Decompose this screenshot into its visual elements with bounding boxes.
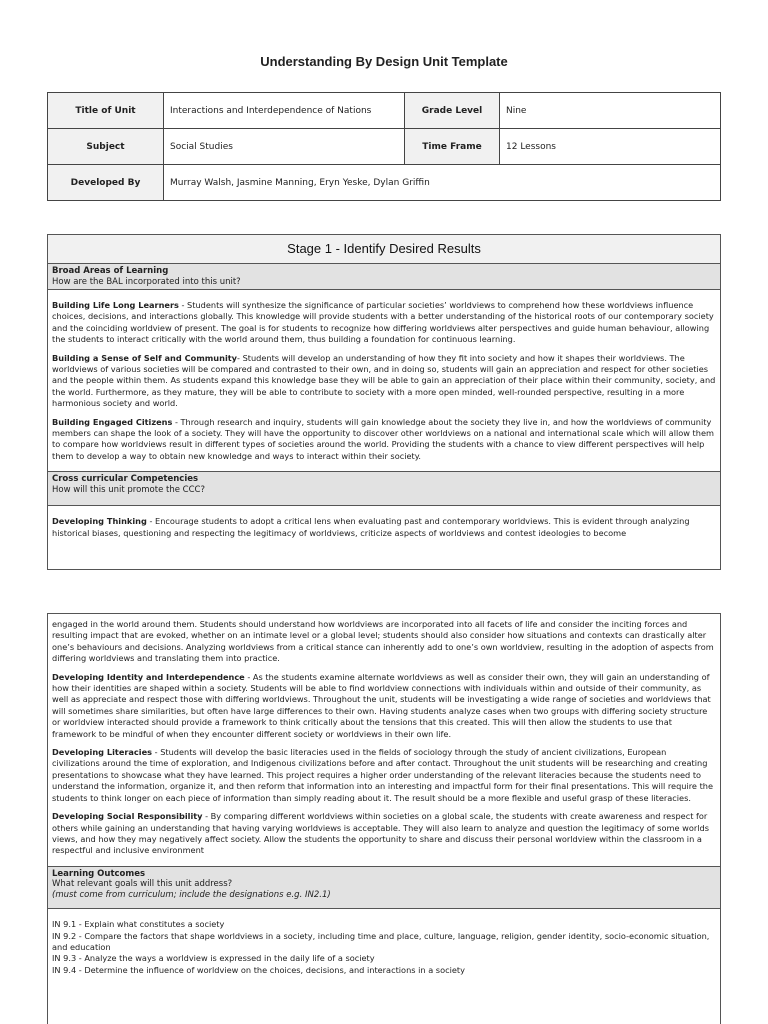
stage1-box-page1 — [47, 234, 721, 570]
stage1-box-page2 — [47, 613, 721, 1024]
ccc-section-header — [48, 472, 720, 506]
ccc-item — [52, 516, 716, 539]
bal-item — [52, 417, 716, 463]
bal-item-title: Building Life Long Learners — [52, 300, 179, 310]
ccc-question: How will this unit promote the CCC? — [52, 484, 205, 495]
bal-section-header — [48, 264, 720, 290]
outcomes-note: (must come from curriculum; include the designations e.g. IN2.1) — [52, 889, 331, 900]
bal-question: How are the BAL incorporated into this unit? — [52, 276, 241, 287]
bal-item-text: - Through research and inquiry, students will gain knowledge about the society they live in, and how the worldviews of community members can shape the look of a society. They will have the opportunity to discover other worldviews on a national and international scale which will allow them to compare how worldviews result in different types of societies around the world. Providing the students with a chance to view different perspectives will help them to develop a way to obtain new knowledge and ways to interact within their society. — [52, 416, 714, 461]
ccc-item-text: - As the students examine alternate worldviews as well as consider their own, they will gain an understanding of how their identities are shaped within a society. Students will be able to find worldview connections with individuals within and outside of their community, as well as appreciate and respect those with differing worldviews. Throughout the unit, students will be investigating a wide range of societies and worldviews that will sometimes share similarities, but often have large differences to their own. Having students analyze cases when two groups with differing society structure or worldview interacted should provide a framework to think critically about the tensions that this created. This will then allow the students to use that framework to be mindful of when they encounter different society or worldviews in their own life. — [52, 671, 711, 739]
outcomes-content — [48, 909, 720, 978]
ccc-item-title: Developing Identity and Interdependence — [52, 671, 245, 682]
outcome-item: IN 9.4 - Determine the influence of worldview on the choices, decisions, and interactions in a society — [52, 964, 465, 975]
subject-label: Subject — [48, 129, 164, 165]
ccc-item-text: - Students will develop the basic literacies used in the fields of sociology through the study of ancient civilizations, European civilizations around the time of exploration, and Indigenous civilizations before and after contact. Throughout the unit students will be researching and creating presentations to showcase what they have learned. This project requires a higher order understanding of the relevant literacies because the students need to understand the information, organize it, and then reform that information into an interesting and impactful form for their final presentations. This will require the students to think longer on each piece of information than simply reading about it. The result should be a more flexible and useful grasp of these literacies. — [52, 747, 714, 803]
ccc-item — [52, 811, 716, 857]
ccc-item-title: Developing Thinking — [52, 516, 147, 527]
outcomes-heading: Learning Outcomes — [52, 868, 146, 879]
bal-item-text: - Students will develop an understanding of how they fit into society and how it shapes their worldviews. The worldviews of various societies will be compared and contrasted to their own, and in doing so, students will gain an appreciation and respect for other societies and the people within them. As students expand this knowledge base they will be able to gain an appreciation of their place within their community, society, and the world. Furthermore, as they mature, they will be able to contribute to society with a more open minded, well-rounded perspective, resulting in a more harmonious society and world. — [52, 352, 716, 409]
document-title: Understanding By Design Unit Template — [260, 54, 508, 69]
ccc-item — [52, 672, 716, 740]
bal-item — [52, 300, 716, 346]
ccc-heading: Cross curricular Competencies — [52, 474, 199, 485]
developed-by-value: Murray Walsh, Jasmine Manning, Eryn Yeske, Dylan Griffin — [164, 165, 721, 201]
outcome-item: IN 9.2 - Compare the factors that shape worldviews in a society, including time and place, culture, language, religion, gender identity, socio-economic situation, and education — [52, 930, 710, 953]
time-frame-value: 12 Lessons — [500, 129, 721, 165]
bal-item — [52, 353, 716, 410]
ccc-item-title: Developing Social Responsibility — [52, 811, 203, 822]
table-row — [48, 93, 721, 129]
ccc-continued-text: engaged in the world around them. Students should understand how worldviews are incorporated into all facets of life and consider the inciting forces and resulting impact that are evoked, whether on an intimate level or a global level; students should also consider how situations and contexts can drastically alter one’s behaviours and decisions. Analyzing worldviews from a critical stance can inherently add to one’s own worldview, resulting in the adoption of aspects from differing worldviews and translating them into practice. — [52, 619, 714, 664]
stage1-heading: Stage 1 - Identify Desired Results — [48, 235, 720, 264]
grade-level-label: Grade Level — [405, 93, 500, 129]
time-frame-label: Time Frame — [405, 129, 500, 165]
bal-item-title: Building a Sense of Self and Community — [52, 352, 238, 363]
bal-heading: Broad Areas of Learning — [52, 266, 169, 276]
bal-content — [48, 290, 720, 472]
subject-value: Social Studies — [164, 129, 405, 165]
outcomes-question: What relevant goals will this unit address? — [52, 879, 233, 890]
unit-info-table — [47, 92, 721, 201]
table-row — [48, 129, 721, 165]
title-of-unit-value: Interactions and Interdependence of Nations — [164, 93, 405, 129]
ccc-item — [52, 747, 716, 804]
table-row — [48, 165, 721, 201]
outcome-item: IN 9.3 - Analyze the ways a worldview is expressed in the daily life of a society — [52, 953, 375, 964]
grade-level-value: Nine — [500, 93, 721, 129]
ccc-content-page2 — [48, 614, 720, 867]
bal-item-title: Building Engaged Citizens — [52, 416, 173, 427]
developed-by-label: Developed By — [48, 165, 164, 201]
ccc-item-text: - Encourage students to adopt a critical lens when evaluating past and contemporary worldviews. This is evident through analyzing historical biases, questioning and respecting the legitimacy of worldviews, criticize aspects of worldviews and contest ideologies to become — [52, 516, 690, 538]
outcome-item: IN 9.1 - Explain what constitutes a society — [52, 919, 225, 930]
ccc-item-title: Developing Literacies — [52, 747, 153, 758]
ccc-content-page1 — [48, 506, 720, 548]
ccc-item-text: - By comparing different worldviews within societies on a global scale, the students with create awareness and respect for others while gaining an understanding that having varying worldviews is acceptable. They will also learn to analyze and question the legitimacy of some worlds views, and how they may negatively affect society. Allow the students the opportunity to share and discuss their personal worldview within the classroom in a respectful and inclusive environment — [52, 811, 709, 856]
title-of-unit-label: Title of Unit — [48, 93, 164, 129]
outcomes-section-header — [48, 867, 720, 910]
bal-item-text: - Students will synthesize the significance of particular societies’ worldviews to comprehend how these worldviews influence choices, decisions, and interactions globally. This knowledge will provide students with a better understanding of the historical roots of our contemporary society and the coinciding worldview of present. The goal is for students to recognize how differing worldviews alter perspectives and guide human behaviour, allowing the students to interact critically with the world around them, thus building a foundation for continuous learning. — [52, 300, 714, 345]
